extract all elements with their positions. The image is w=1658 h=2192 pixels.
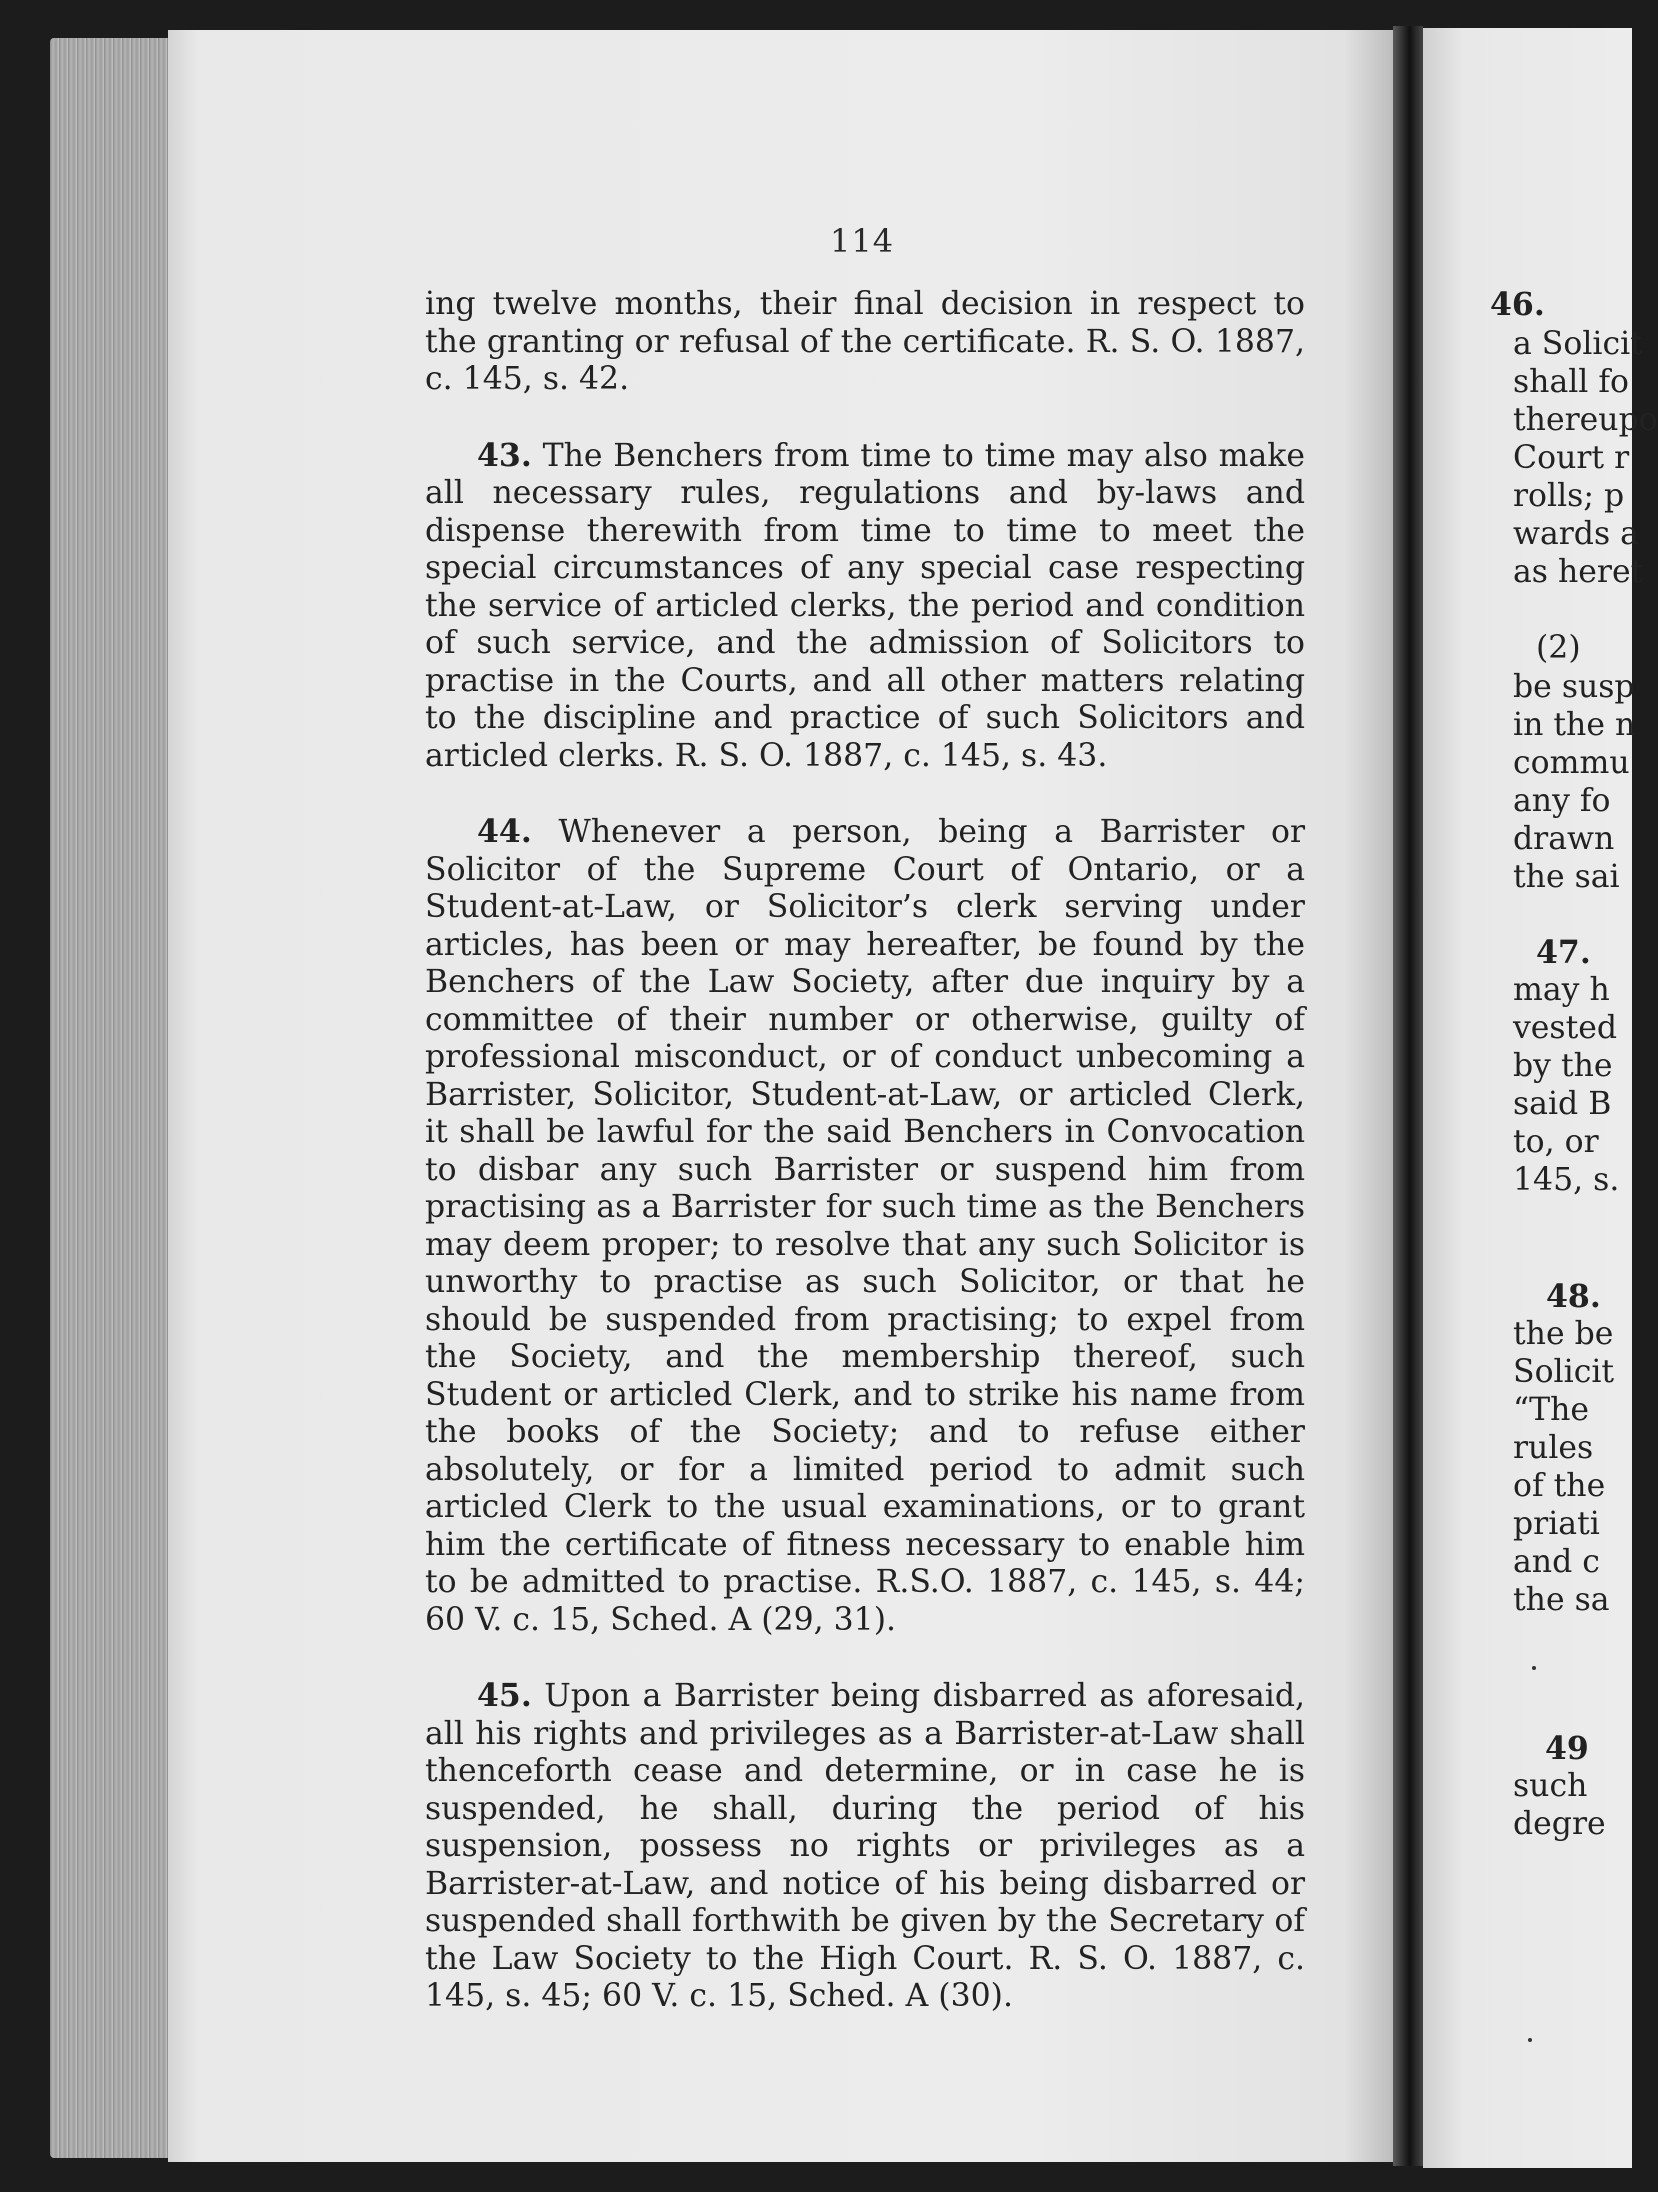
dust-speck: [1532, 1666, 1536, 1670]
section-number: 44.: [477, 813, 532, 850]
right-page-line: be susp: [1513, 669, 1635, 705]
right-page-line: a Solicit: [1513, 326, 1643, 362]
right-page-line: drawn: [1513, 821, 1615, 857]
paragraph-text: Upon a Barrister being disbarred as aforesaid, all his rights and privileges as a Barrister-at-Law shall thenceforth cease and determine, or in case he is suspended, he shall, during the period of his suspension, possess no rights or privileges as a Barrister-at-Law, and notice of his being disbarred or suspended shall forthwith be given by the Secretary of the Law Society to the High Court. R. S. O. 1887, c. 145, s. 45; 60 V. c. 15, Sched. A (30).: [425, 1678, 1305, 2014]
right-page-line: 47.: [1536, 934, 1591, 971]
right-page-line: of the: [1513, 1468, 1606, 1504]
paragraph-section-43: [425, 437, 1305, 776]
right-page-line: the be: [1513, 1316, 1614, 1352]
right-page-line: 46.: [1490, 286, 1545, 323]
right-page-line: 49: [1545, 1730, 1589, 1767]
right-page-line: degre: [1513, 1806, 1606, 1842]
right-page-line: 48.: [1546, 1278, 1601, 1315]
right-page-line: by the: [1513, 1048, 1613, 1084]
right-page-line: the sai: [1513, 859, 1620, 895]
right-page-line: shall fo: [1513, 364, 1630, 400]
paragraph-section-45: [425, 1677, 1305, 2016]
right-page-line: such: [1513, 1768, 1588, 1804]
paragraph-text: ing twelve months, their final decision in respect to the granting or refusal of the certificate. R. S. O. 1887, c. 145, s. 42.: [425, 286, 1305, 397]
paragraph-text: The Benchers from time to time may also make all necessary rules, regulations and by-laws and dispense therewith from time to time to meet the special circumstances of any special case respecting the service of articled clerks, the period and condition of such service, and the admission of Solicitors to practise in the Courts, and all other matters relating to the discipline and practice of such Solicitors and articled clerks. R. S. O. 1887, c. 145, s. 43.: [425, 437, 1305, 774]
paragraph-section-44: [425, 813, 1305, 1639]
left-page-text: [425, 285, 1305, 2054]
right-page: [1423, 28, 1658, 2168]
right-page-line: rolls; p: [1513, 478, 1625, 514]
paragraph-continuation: [425, 285, 1305, 399]
right-page-line: “The: [1513, 1392, 1590, 1428]
right-page-line: vested: [1513, 1010, 1618, 1046]
page-number: 114: [830, 222, 895, 260]
right-page-line: Solicit: [1513, 1354, 1615, 1390]
right-page-line: thereupo: [1513, 402, 1658, 438]
right-page-line: commu: [1513, 745, 1630, 781]
right-page-line: as heret: [1513, 554, 1644, 590]
page-edges: [50, 38, 180, 2158]
paragraph-text: Whenever a person, being a Barrister or Solicitor of the Supreme Court of Ontario, or a Student-at-Law, or Solicitor’s clerk serving under articles, has been or may hereafter, be found by the Benchers of the Law Society, after due inquiry by a committee of their number or otherwise, guilty of professional misconduct, or of conduct unbecoming a Barrister, Solicitor, Student-at-Law, or articled Clerk, it shall be lawful for the said Benchers in Convocation to disbar any such Barrister or suspend him from practising as a Barrister for such time as the Benchers may deem proper; to resolve that any such Solicitor is unworthy to practise as such Solicitor, or that he should be suspended from practising; to expel from the Society, and the membership thereof, such Student or articled Clerk, and to strike his name from the books of the Society; and to refuse either absolutely, or for a limited period to admit such articled Clerk to the usual examinations, or to grant him the certificate of fitness necessary to enable him to be admitted to practise. R.S.O. 1887, c. 145, s. 44; 60 V. c. 15, Sched. A (29, 31).: [425, 814, 1305, 1638]
right-page-line: wards a: [1513, 516, 1639, 552]
book-gutter: [1393, 26, 1423, 2166]
right-page-line: in the n: [1513, 707, 1636, 743]
right-page-line: Court r: [1513, 440, 1630, 476]
right-page-line: the sa: [1513, 1582, 1610, 1618]
right-page-line: any fo: [1513, 783, 1611, 819]
right-page-line: may h: [1513, 972, 1610, 1008]
right-page-line: said B: [1513, 1086, 1612, 1122]
dust-speck: [1528, 2038, 1532, 2042]
right-page-line: to, or: [1513, 1124, 1599, 1160]
right-page-line: 145, s.: [1513, 1162, 1620, 1198]
right-page-line: and c: [1513, 1544, 1600, 1580]
section-number: 45.: [477, 1677, 532, 1714]
right-page-line: (2): [1536, 630, 1581, 666]
right-page-line: priati: [1513, 1506, 1600, 1542]
section-number: 43.: [477, 436, 532, 474]
right-page-line: rules: [1513, 1430, 1594, 1466]
